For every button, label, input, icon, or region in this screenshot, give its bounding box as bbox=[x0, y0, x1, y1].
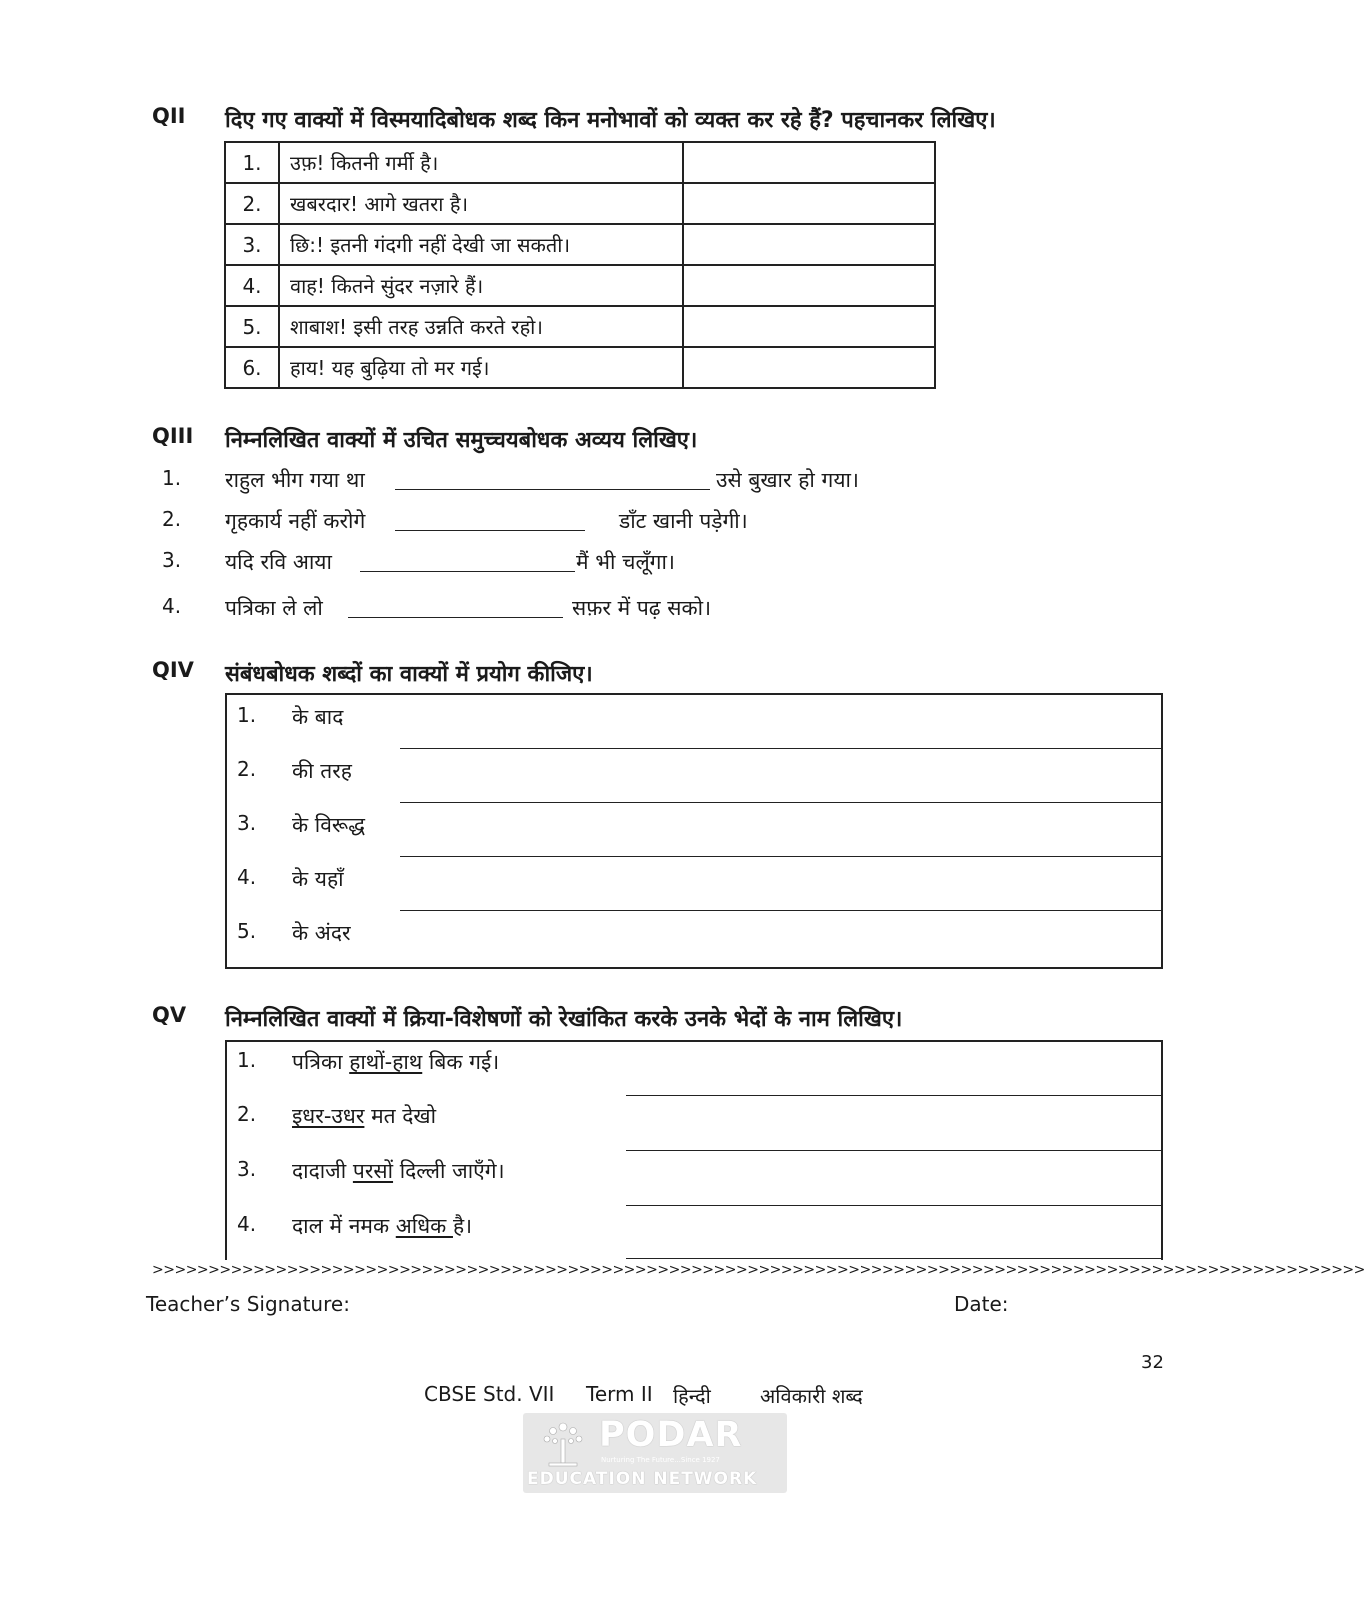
adverb-answer-box bbox=[225, 1040, 1163, 1260]
underlined-adverb: हाथों-हाथ bbox=[349, 1050, 423, 1074]
answer-line[interactable] bbox=[400, 856, 1161, 857]
answer-cell[interactable] bbox=[683, 306, 935, 347]
table-row: 4. वाह! कितने सुंदर नज़ारे हैं। bbox=[225, 265, 935, 306]
adverb-sentence: इधर-उधर मत देखो bbox=[292, 1104, 437, 1128]
question-2-title: दिए गए वाक्यों में विस्मयादिबोधक शब्द किन मनोभावों को व्यक्त कर रहे हैं? पहचानकर लिखिए। bbox=[225, 108, 996, 133]
course-label: CBSE Std. VII bbox=[424, 1382, 555, 1406]
preposition-word: की तरह bbox=[292, 759, 352, 783]
item-number: 4. bbox=[237, 1212, 257, 1236]
underlined-adverb: अधिक bbox=[395, 1214, 453, 1238]
logo-subtitle: EDUCATION NETWORK bbox=[527, 1469, 758, 1489]
sentence-end: डाँट खानी पड़ेगी। bbox=[619, 509, 748, 533]
separator-arrows: >>>>>>>>>>>>>>>>>>>>>>>>>>>>>>>>>>>>>>>>>>>>>>>>>>>>>>>>>>>>>>>>>>>>>>>>>>>>>>>>>>>>>>>>>>>>>>>>>>>>>>>>>>>> bbox=[152, 1262, 1365, 1278]
item-number: 3. bbox=[237, 811, 257, 835]
underlined-adverb: परसों bbox=[352, 1159, 394, 1183]
answer-cell[interactable] bbox=[683, 183, 935, 224]
podar-logo bbox=[523, 1413, 787, 1493]
item-number: 1. bbox=[162, 466, 182, 490]
tree-icon bbox=[541, 1419, 585, 1467]
sentence-start: गृहकार्य नहीं करोगे bbox=[225, 509, 366, 533]
item-number: 1. bbox=[237, 1048, 257, 1072]
item-number: 4. bbox=[162, 594, 182, 618]
answer-line[interactable] bbox=[400, 802, 1161, 803]
fill-blank[interactable] bbox=[395, 530, 585, 531]
preposition-answer-box bbox=[225, 693, 1163, 969]
page-number: 32 bbox=[1141, 1352, 1164, 1373]
question-5-label: QV bbox=[152, 1003, 187, 1027]
answer-cell[interactable] bbox=[683, 347, 935, 388]
answer-line[interactable] bbox=[626, 1205, 1161, 1206]
fill-blank[interactable] bbox=[395, 489, 710, 490]
fill-blank[interactable] bbox=[348, 617, 563, 618]
table-row: 6. हाय! यह बुढ़िया तो मर गई। bbox=[225, 347, 935, 388]
sentence-end: उसे बुखार हो गया। bbox=[716, 468, 859, 492]
underlined-adverb: इधर-उधर bbox=[292, 1104, 365, 1128]
sentence-end: सफ़र में पढ़ सको। bbox=[572, 596, 712, 620]
answer-line[interactable] bbox=[400, 910, 1161, 911]
topic-label: अविकारी शब्द bbox=[760, 1384, 863, 1408]
item-number: 2. bbox=[237, 1102, 257, 1126]
adverb-sentence: पत्रिका हाथों-हाथ बिक गई। bbox=[292, 1050, 500, 1074]
fill-blank[interactable] bbox=[360, 571, 575, 572]
answer-cell[interactable] bbox=[683, 265, 935, 306]
sentence-start: राहुल भीग गया था bbox=[225, 468, 365, 492]
adverb-sentence: दाल में नमक अधिक है। bbox=[292, 1214, 473, 1238]
answer-cell[interactable] bbox=[683, 142, 935, 183]
question-3-title: निम्नलिखित वाक्यों में उचित समुच्चयबोधक अव्यय लिखिए। bbox=[225, 428, 698, 453]
answer-line[interactable] bbox=[626, 1150, 1161, 1151]
item-number: 5. bbox=[237, 919, 257, 943]
preposition-word: के अंदर bbox=[292, 921, 351, 945]
preposition-word: के बाद bbox=[292, 705, 344, 729]
item-number: 1. bbox=[237, 703, 257, 727]
preposition-word: के यहाँ bbox=[292, 867, 344, 891]
question-4-label: QIV bbox=[152, 658, 194, 682]
answer-cell[interactable] bbox=[683, 224, 935, 265]
item-number: 4. bbox=[237, 865, 257, 889]
logo-name: PODAR bbox=[599, 1415, 743, 1455]
table-row: 2. खबरदार! आगे खतरा है। bbox=[225, 183, 935, 224]
item-number: 3. bbox=[237, 1157, 257, 1181]
item-number: 3. bbox=[162, 548, 182, 572]
sentence-start: पत्रिका ले लो bbox=[225, 596, 323, 620]
logo-tagline: Nurturing The Future...Since 1927 bbox=[601, 1456, 720, 1464]
question-4-title: संबंधबोधक शब्दों का वाक्यों में प्रयोग कीजिए। bbox=[225, 662, 593, 687]
answer-line[interactable] bbox=[400, 748, 1161, 749]
table-row: 5. शाबाश! इसी तरह उन्नति करते रहो। bbox=[225, 306, 935, 347]
item-number: 2. bbox=[237, 757, 257, 781]
exclamation-table bbox=[224, 141, 936, 389]
question-2-label: QII bbox=[152, 104, 186, 128]
answer-line[interactable] bbox=[626, 1095, 1161, 1096]
table-row: 1. उफ़! कितनी गर्मी है। bbox=[225, 142, 935, 183]
teacher-signature-label: Teacher’s Signature: bbox=[146, 1292, 350, 1316]
subject-label: हिन्दी bbox=[673, 1384, 711, 1408]
item-number: 2. bbox=[162, 507, 182, 531]
sentence-end: मैं भी चलूँगा। bbox=[576, 550, 675, 574]
question-5-title: निम्नलिखित वाक्यों में क्रिया-विशेषणों को रेखांकित करके उनके भेदों के नाम लिखिए। bbox=[225, 1007, 903, 1032]
adverb-sentence: दादाजी परसों दिल्ली जाएँगे। bbox=[292, 1159, 505, 1183]
date-label: Date: bbox=[954, 1292, 1009, 1316]
question-3-label: QIII bbox=[152, 424, 194, 448]
term-label: Term II bbox=[586, 1382, 653, 1406]
table-row: 3. छि:! इतनी गंदगी नहीं देखी जा सकती। bbox=[225, 224, 935, 265]
preposition-word: के विरूद्ध bbox=[292, 813, 366, 837]
answer-line[interactable] bbox=[626, 1258, 1161, 1259]
sentence-start: यदि रवि आया bbox=[225, 550, 332, 574]
